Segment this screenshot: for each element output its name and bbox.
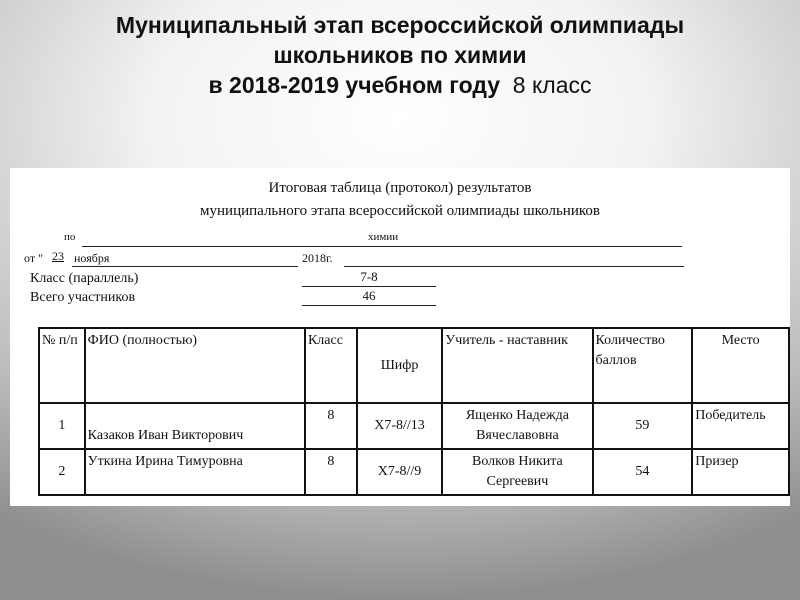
subject-label: по	[64, 231, 76, 243]
class-underline	[302, 286, 436, 287]
header-score: Количество баллов	[593, 328, 693, 403]
extra-underline	[344, 266, 684, 267]
slide-title	[0, 10, 800, 100]
row-num: 2	[39, 449, 85, 495]
row-score: 59	[593, 403, 693, 449]
row-place: Призер	[692, 449, 789, 495]
results-table	[38, 327, 790, 496]
row-class: 8	[305, 403, 357, 449]
row-class: 8	[305, 449, 357, 495]
title-year: в 2018-2019 учебном году	[208, 72, 500, 98]
total-label: Всего участников	[30, 290, 136, 305]
header-teacher: Учитель - наставник	[442, 328, 592, 403]
title-line-3	[0, 70, 800, 100]
subject-value: химии	[368, 231, 399, 243]
date-label: от "	[24, 251, 43, 265]
doc-heading-1: Итоговая таблица (протокол) результатов	[268, 180, 532, 196]
header-num: № п/п	[39, 328, 85, 403]
scanned-protocol	[10, 168, 790, 506]
row-teacher: Волков Никита Сергеевич	[442, 449, 592, 495]
title-line-2: школьников по химии	[273, 42, 527, 68]
class-value: 7-8	[360, 269, 378, 284]
title-line-1: Муниципальный этап всероссийской олимпиады	[115, 12, 685, 38]
date-year: 2018г.	[302, 251, 333, 265]
total-underline	[302, 305, 436, 306]
date-month: ноября	[74, 251, 110, 265]
row-code: Х7-8//9	[357, 449, 442, 495]
date-day: 23	[52, 249, 64, 263]
row-place: Победитель	[692, 403, 789, 449]
row-name: Уткина Ирина Тимуровна	[85, 449, 305, 495]
class-label: Класс (параллель)	[30, 271, 139, 286]
header-class: Класс	[305, 328, 357, 403]
date-underline	[72, 266, 298, 267]
header-place: Место	[692, 328, 789, 403]
table-row	[39, 449, 789, 495]
row-num: 1	[39, 403, 85, 449]
doc-heading-2: муниципального этапа всероссийской олимпиады школьников	[200, 203, 600, 219]
title-grade: 8 класс	[512, 72, 592, 98]
header-name: ФИО (полностью)	[85, 328, 305, 403]
row-code: Х7-8//13	[357, 403, 442, 449]
total-value: 46	[362, 288, 376, 303]
header-code: Шифр	[357, 328, 442, 403]
table-header-row	[39, 328, 789, 403]
subject-underline	[82, 246, 682, 247]
row-score: 54	[593, 449, 693, 495]
row-teacher: Ященко Надежда Вячеславовна	[442, 403, 592, 449]
row-name: Казаков Иван Викторович	[85, 403, 305, 449]
table-row	[39, 403, 789, 449]
